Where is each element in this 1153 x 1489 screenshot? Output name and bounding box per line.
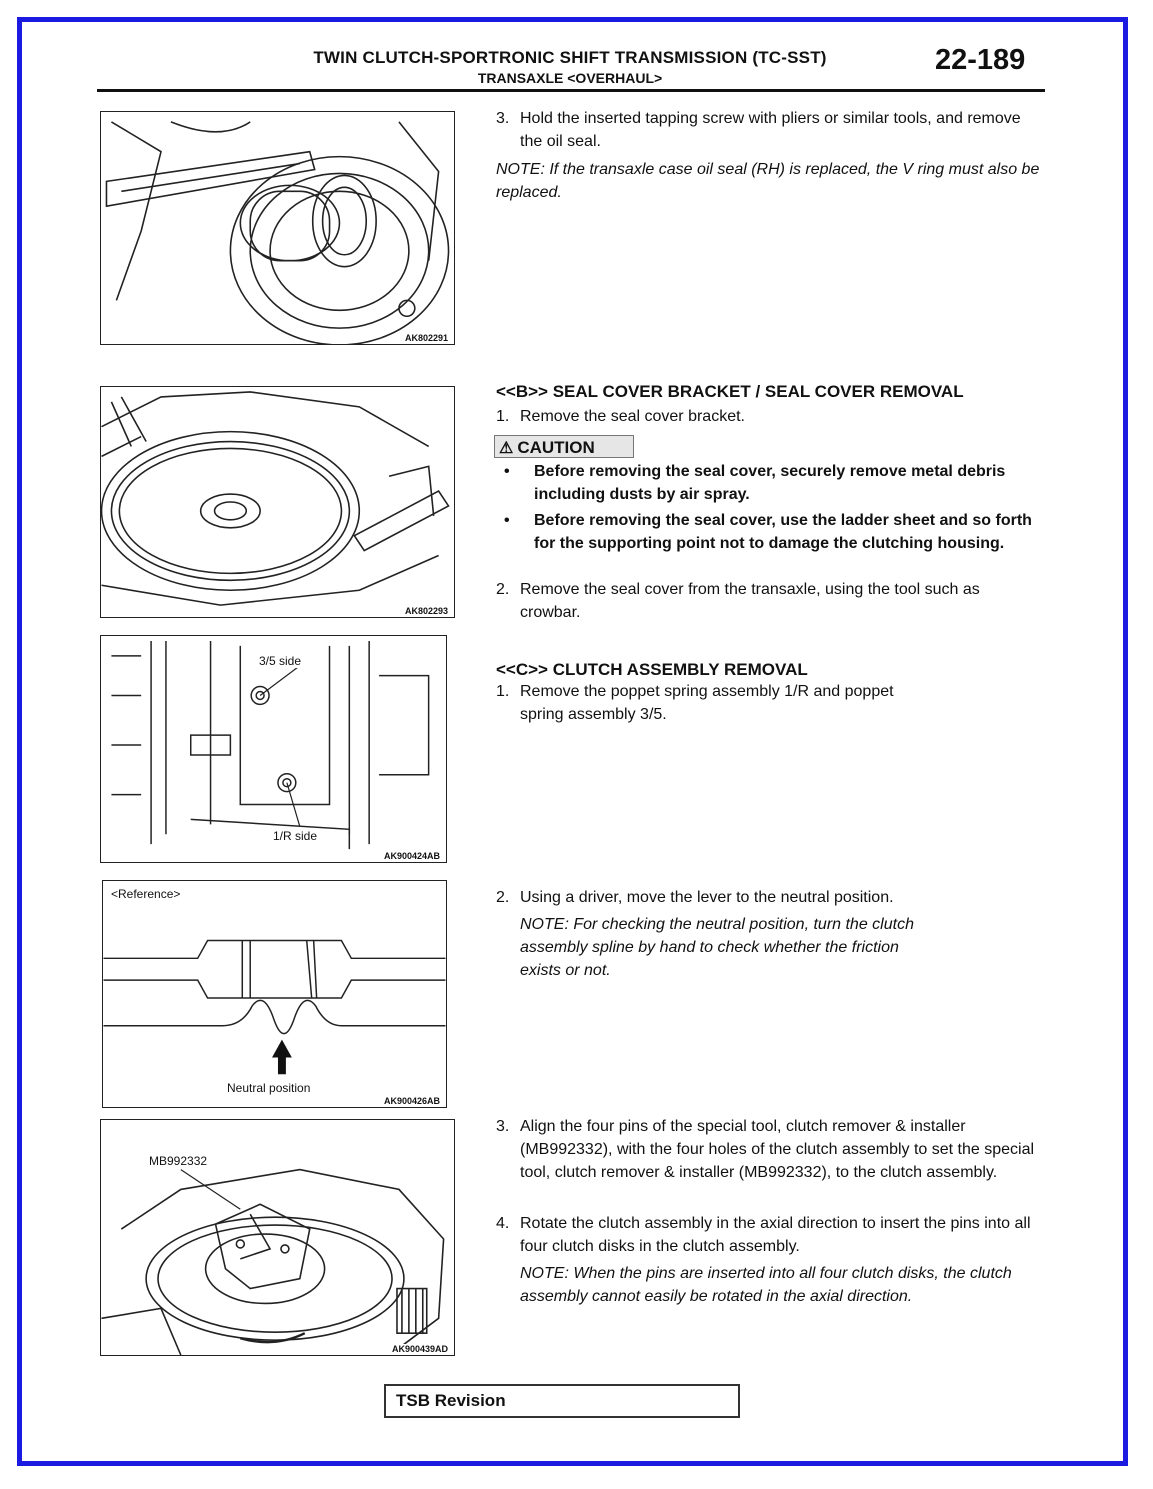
heading-seal-cover-removal: <<B>> SEAL COVER BRACKET / SEAL COVER REMOVAL — [496, 382, 964, 401]
figure-code: AK900424AB — [383, 851, 440, 861]
step-number: 4. — [496, 1215, 510, 1232]
step-number: 3. — [496, 110, 510, 127]
step-note: NOTE: When the pins are inserted into all four clutch disks, the clutch assembly cannot easily be rotated in the axial direction. — [520, 1265, 1012, 1305]
header-title: TWIN CLUTCH-SPORTRONIC SHIFT TRANSMISSION (TC-SST) — [313, 48, 827, 67]
bullet-icon: • — [504, 512, 510, 529]
step-1-seal-bracket — [496, 405, 1036, 428]
label-3-5-side: 3/5 side — [259, 654, 302, 668]
neutral-position-diagram — [103, 881, 446, 1107]
step-3-oil-seal — [496, 107, 1041, 153]
label-mb992332: MB992332 — [149, 1154, 208, 1168]
figure-oil-seal-removal — [100, 111, 455, 345]
figure-neutral-reference — [102, 880, 447, 1108]
label-1-r-side: 1/R side — [273, 829, 318, 843]
step-number: 2. — [496, 889, 510, 906]
caution-bullet — [504, 460, 1044, 506]
note-v-ring: NOTE: If the transaxle case oil seal (RH) is replaced, the V ring must also be replaced. — [496, 161, 1040, 201]
figure-code: AK802291 — [404, 333, 448, 343]
step-2-neutral-lever — [496, 886, 936, 982]
step-number: 1. — [496, 683, 510, 700]
step-note: NOTE: For checking the neutral position, turn the clutch assembly spline by hand to check whether the friction exists or not. — [520, 916, 914, 979]
figure-code: AK900439AD — [391, 1344, 448, 1354]
bullet-text: Before removing the seal cover, securely remove metal debris including dusts by air spray. — [534, 463, 1006, 503]
step-1-poppet-spring — [496, 680, 896, 726]
step-text: Remove the seal cover from the transaxle, using the tool such as crowbar. — [520, 581, 980, 621]
step-text: Hold the inserted tapping screw with pliers or similar tools, and remove the oil seal. — [520, 110, 1021, 150]
step-number: 2. — [496, 581, 510, 598]
oil-seal-illustration — [101, 112, 454, 344]
caution-label: CAUTION — [517, 438, 595, 457]
step-2-seal-cover — [496, 578, 1026, 624]
step-number: 3. — [496, 1118, 510, 1135]
header-subtitle: TRANSAXLE <OVERHAUL> — [477, 70, 663, 86]
seal-cover-illustration — [101, 387, 454, 617]
bullet-icon: • — [504, 463, 510, 480]
step-text: Using a driver, move the lever to the neutral position. — [520, 889, 894, 906]
step-text: Remove the poppet spring assembly 1/R and poppet spring assembly 3/5. — [520, 683, 894, 723]
step-text: Rotate the clutch assembly in the axial direction to insert the pins into all four clutch disks in the clutch assembly. — [520, 1215, 1031, 1255]
step-text: Remove the seal cover bracket. — [520, 408, 745, 425]
step-number: 1. — [496, 408, 510, 425]
figure-poppet-spring — [100, 635, 447, 863]
label-reference: <Reference> — [111, 887, 181, 901]
tsb-revision-box: TSB Revision — [384, 1384, 740, 1418]
caution-badge — [494, 435, 634, 458]
heading-clutch-assembly-removal: <<C>> CLUTCH ASSEMBLY REMOVAL — [496, 660, 808, 679]
figure-seal-cover-removal — [100, 386, 455, 618]
bullet-text: Before removing the seal cover, use the ladder sheet and so forth for the supporting point not to damage the clutching housing. — [534, 512, 1032, 552]
figure-code: AK900426AB — [383, 1096, 440, 1106]
header-rule — [97, 89, 1045, 92]
figure-code: AK802293 — [404, 606, 448, 616]
step-4-rotate-clutch — [496, 1212, 1041, 1308]
page-number: 22-189 — [935, 44, 1026, 76]
figure-clutch-remover-installer — [100, 1119, 455, 1356]
step-text: Align the four pins of the special tool, clutch remover & installer (MB992332), with the four holes of the clutch assembly to set the special tool, clutch remover & installer (MB992332), to the clutch assembly. — [520, 1118, 1035, 1181]
warning-icon: ⚠ — [499, 440, 514, 457]
step-3-align-pins — [496, 1115, 1041, 1184]
label-neutral-position: Neutral position — [227, 1081, 311, 1095]
caution-bullet — [504, 509, 1044, 555]
